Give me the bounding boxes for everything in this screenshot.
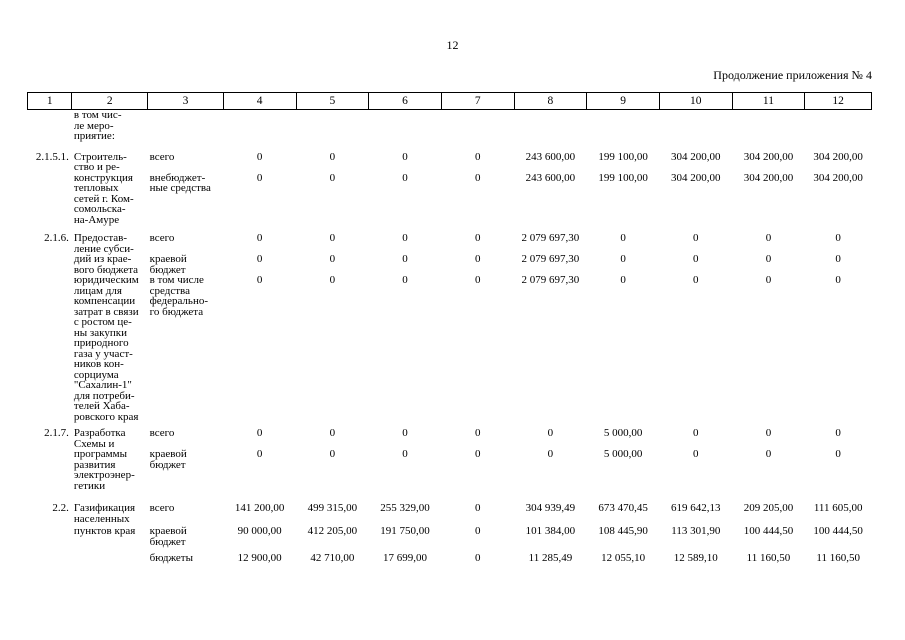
value-cell: 11 160,50 — [816, 552, 860, 564]
value-cell: 0 — [765, 427, 772, 439]
value-cell: 101 384,00 — [525, 525, 576, 537]
column-header: 9 — [587, 93, 660, 110]
value-cell: 0 — [402, 448, 408, 460]
value-cell — [805, 110, 872, 142]
row-name: дий из крае- вого бюджета — [73, 253, 139, 276]
value-cell: 0 — [474, 253, 481, 265]
value-cell: 0 — [547, 448, 554, 460]
value-cell: 304 200,00 — [813, 171, 863, 184]
row-name: Газификация населенных — [73, 502, 136, 525]
value-cell: 0 — [693, 232, 699, 244]
value-cell: 304 200,00 — [671, 150, 721, 163]
value-cell: 0 — [835, 253, 841, 265]
value-cell: 11 160,50 — [746, 552, 791, 564]
value-cell: 0 — [474, 232, 481, 244]
value-cell: 191 750,00 — [380, 525, 430, 537]
row-name: Разработка Схемы и — [73, 427, 126, 450]
table-row — [28, 110, 872, 142]
value-cell — [441, 110, 514, 142]
funding-source: в том числе средства федерально- го бюджета — [149, 274, 208, 318]
row-code — [28, 254, 72, 275]
value-cell: 199 100,00 — [598, 171, 648, 184]
value-cell: 304 200,00 — [671, 171, 721, 184]
funding-source: краевой бюджет — [149, 448, 187, 471]
value-cell: 0 — [765, 253, 772, 265]
value-cell: 0 — [329, 427, 336, 439]
value-cell: 304 200,00 — [743, 150, 794, 163]
value-cell: 0 — [765, 232, 772, 244]
funding-source — [148, 110, 224, 142]
continuation-label: Продолжение приложения № 4 — [713, 68, 872, 82]
value-cell: 0 — [693, 427, 699, 439]
value-cell: 0 — [329, 232, 336, 244]
value-cell: 108 445,90 — [598, 525, 648, 537]
value-cell: 199 100,00 — [598, 150, 648, 163]
value-cell: 0 — [547, 427, 554, 439]
value-cell: 5 000,00 — [603, 448, 643, 460]
value-cell: 90 000,00 — [237, 525, 282, 537]
value-cell — [223, 110, 296, 142]
column-header: 2 — [72, 93, 148, 110]
value-cell: 141 200,00 — [234, 502, 285, 514]
value-cell — [659, 110, 732, 142]
value-cell: 0 — [474, 150, 481, 163]
value-cell: 42 710,00 — [310, 552, 355, 564]
value-cell: 0 — [620, 274, 626, 286]
value-cell: 0 — [835, 232, 841, 244]
value-cell: 100 444,50 — [743, 525, 794, 537]
table-row — [28, 233, 872, 254]
value-cell: 0 — [620, 253, 626, 265]
table-row — [28, 275, 872, 422]
value-cell: 0 — [835, 427, 841, 439]
value-cell: 499 315,00 — [307, 502, 358, 514]
row-code: 2.1.7. — [44, 427, 69, 439]
value-cell: 0 — [693, 253, 699, 265]
table-row — [28, 526, 872, 547]
funding-source: бюджеты — [149, 552, 193, 564]
value-cell: 2 079 697,30 — [521, 274, 580, 286]
column-header: 4 — [223, 93, 296, 110]
value-cell: 0 — [329, 150, 336, 163]
value-cell: 0 — [474, 525, 481, 537]
value-cell: 0 — [474, 502, 481, 514]
value-cell: 0 — [329, 274, 336, 286]
value-cell: 0 — [474, 274, 481, 286]
value-cell: 0 — [402, 150, 408, 163]
value-cell: 113 301,90 — [671, 525, 721, 537]
value-cell — [296, 110, 369, 142]
column-header: 8 — [514, 93, 587, 110]
row-name: программы развития электроэнер- гетики — [73, 448, 135, 492]
column-header: 11 — [732, 93, 805, 110]
row-code — [28, 173, 72, 226]
column-header: 12 — [805, 93, 872, 110]
row-code: 2.1.5.1. — [35, 150, 69, 163]
funding-source: краевой бюджет — [149, 253, 187, 276]
funding-source: всего — [149, 427, 175, 439]
value-cell: 0 — [620, 232, 626, 244]
value-cell: 412 205,00 — [307, 525, 358, 537]
page-number: 12 — [446, 38, 459, 52]
value-cell: 673 470,45 — [598, 502, 648, 514]
funding-source: внебюджет- ные средства — [149, 171, 211, 194]
value-cell: 0 — [765, 448, 772, 460]
value-cell: 304 200,00 — [813, 150, 863, 163]
value-cell: 0 — [402, 253, 408, 265]
column-header: 10 — [659, 93, 732, 110]
value-cell: 12 589,10 — [673, 552, 718, 564]
value-cell: 0 — [402, 427, 408, 439]
value-cell: 0 — [256, 427, 263, 439]
value-cell: 0 — [765, 274, 772, 286]
value-cell: 12 055,10 — [601, 552, 646, 564]
value-cell: 0 — [256, 232, 263, 244]
row-name: пунктов края — [73, 525, 136, 537]
column-header: 3 — [148, 93, 224, 110]
table-row — [28, 449, 872, 491]
value-cell — [514, 110, 587, 142]
row-code — [28, 110, 72, 142]
value-cell: 209 205,00 — [743, 502, 794, 514]
value-cell: 0 — [693, 448, 699, 460]
value-cell: 0 — [402, 171, 408, 184]
funding-source: всего — [149, 150, 175, 163]
value-cell: 12 900,00 — [237, 552, 282, 564]
value-cell: 0 — [474, 448, 481, 460]
row-name: в том чис- ле меро- приятие: — [73, 109, 122, 142]
table-row — [28, 553, 872, 564]
row-code — [28, 449, 72, 491]
value-cell: 0 — [329, 448, 336, 460]
value-cell: 0 — [329, 253, 336, 265]
value-cell — [732, 110, 805, 142]
table-row — [28, 254, 872, 275]
value-cell: 0 — [693, 274, 699, 286]
row-code: 2.1.6. — [44, 232, 69, 244]
row-name: Предостав- ление субси- — [73, 232, 134, 255]
value-cell: 2 079 697,30 — [521, 232, 580, 244]
funding-source: краевой бюджет — [149, 525, 187, 548]
column-header: 5 — [296, 93, 369, 110]
header-row — [28, 93, 872, 110]
value-cell: 0 — [256, 448, 263, 460]
column-header: 7 — [441, 93, 514, 110]
value-cell: 0 — [474, 552, 481, 564]
row-name: юридическим лицам для компенсации затрат в связи с ростом це- ны закупки природного газа у участ- ников кон- сорциума "Сахалин-1" для потреби- телей Хаба- ровского края — [73, 274, 139, 423]
value-cell: 255 329,00 — [380, 502, 430, 514]
value-cell: 619 642,13 — [671, 502, 721, 514]
value-cell: 0 — [474, 427, 481, 439]
column-header: 6 — [369, 93, 442, 110]
value-cell: 0 — [835, 448, 841, 460]
table-body — [28, 110, 872, 564]
table-row — [28, 503, 872, 524]
row-code: 2.2. — [52, 502, 69, 514]
value-cell: 0 — [474, 171, 481, 184]
table-row — [28, 428, 872, 449]
value-cell: 5 000,00 — [603, 427, 643, 439]
row-name: Строитель- ство и ре- — [73, 150, 127, 173]
value-cell: 0 — [256, 171, 263, 184]
table-row — [28, 173, 872, 226]
value-cell: 0 — [835, 274, 841, 286]
funding-source: всего — [149, 502, 175, 514]
value-cell: 243 600,00 — [525, 171, 576, 184]
value-cell: 100 444,50 — [813, 525, 863, 537]
funding-source: всего — [149, 232, 175, 244]
value-cell: 11 285,49 — [528, 552, 573, 564]
column-header: 1 — [28, 93, 72, 110]
value-cell: 243 600,00 — [525, 150, 576, 163]
row-code — [28, 275, 72, 422]
value-cell: 304 939,49 — [525, 502, 576, 514]
value-cell — [587, 110, 660, 142]
value-cell: 304 200,00 — [743, 171, 794, 184]
row-name: конструкция тепловых сетей г. Ком- сомольска- на-Амуре — [73, 171, 134, 226]
value-cell — [369, 110, 442, 142]
value-cell: 0 — [256, 274, 263, 286]
value-cell: 2 079 697,30 — [521, 253, 580, 265]
row-name — [72, 553, 148, 564]
table-row — [28, 152, 872, 173]
value-cell: 0 — [256, 150, 263, 163]
row-code — [28, 553, 72, 564]
value-cell: 0 — [402, 274, 408, 286]
row-code — [28, 526, 72, 547]
value-cell: 0 — [402, 232, 408, 244]
value-cell: 111 605,00 — [813, 502, 863, 514]
value-cell: 0 — [329, 171, 336, 184]
value-cell: 0 — [256, 253, 263, 265]
value-cell: 17 699,00 — [383, 552, 428, 564]
budget-table — [27, 92, 872, 564]
